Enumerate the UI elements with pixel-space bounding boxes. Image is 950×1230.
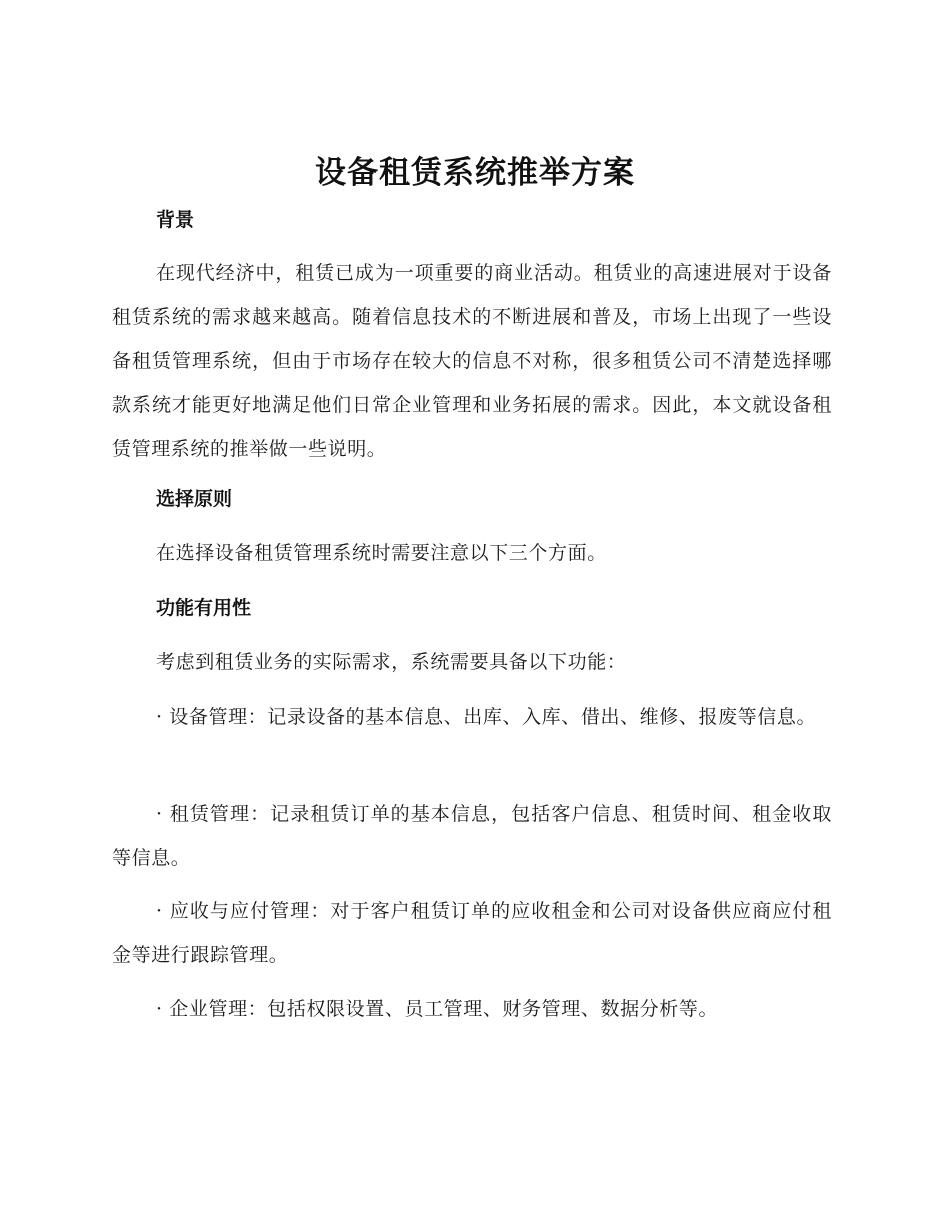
section-heading-usability: 功能有用性 xyxy=(156,597,252,619)
bullet-item-enterprise: · 企业管理：包括权限设置、员工管理、财务管理、数据分析等。 xyxy=(156,998,719,1020)
section-heading-background: 背景 xyxy=(156,209,195,231)
background-paragraph: 在现代经济中，租赁已成为一项重要的商业活动。租赁业的高速进展对于设备租赁系统的需求越来越高。随着信息技术的不断进展和普及，市场上出现了一些设备租赁管理系统，但由于市场存在较大的信息不对称，很多租赁公司不清楚选择哪款系统才能更好地满足他们日常企业管理和业务拓展的需求。因此，本文就设备租赁管理系统的推举做一些说明。 xyxy=(112,262,832,460)
document-title: 设备租赁系统推举方案 xyxy=(315,155,635,191)
usability-paragraph: 考虑到租赁业务的实际需求，系统需要具备以下功能： xyxy=(156,651,627,673)
section-heading-principle: 选择原则 xyxy=(156,488,233,510)
principle-paragraph: 在选择设备租赁管理系统时需要注意以下三个方面。 xyxy=(156,542,607,564)
bullet-item-equipment: · 设备管理：记录设备的基本信息、出库、入库、借出、维修、报废等信息。 xyxy=(156,706,817,728)
bullet-item-receivable-payable: · 应收与应付管理：对于客户租赁订单的应收租金和公司对设备供应商应付租金等进行跟踪管理。 xyxy=(112,900,832,966)
bullet-item-rental: · 租赁管理：记录租赁订单的基本信息，包括客户信息、租赁时间、租金收取等信息。 xyxy=(112,803,832,869)
